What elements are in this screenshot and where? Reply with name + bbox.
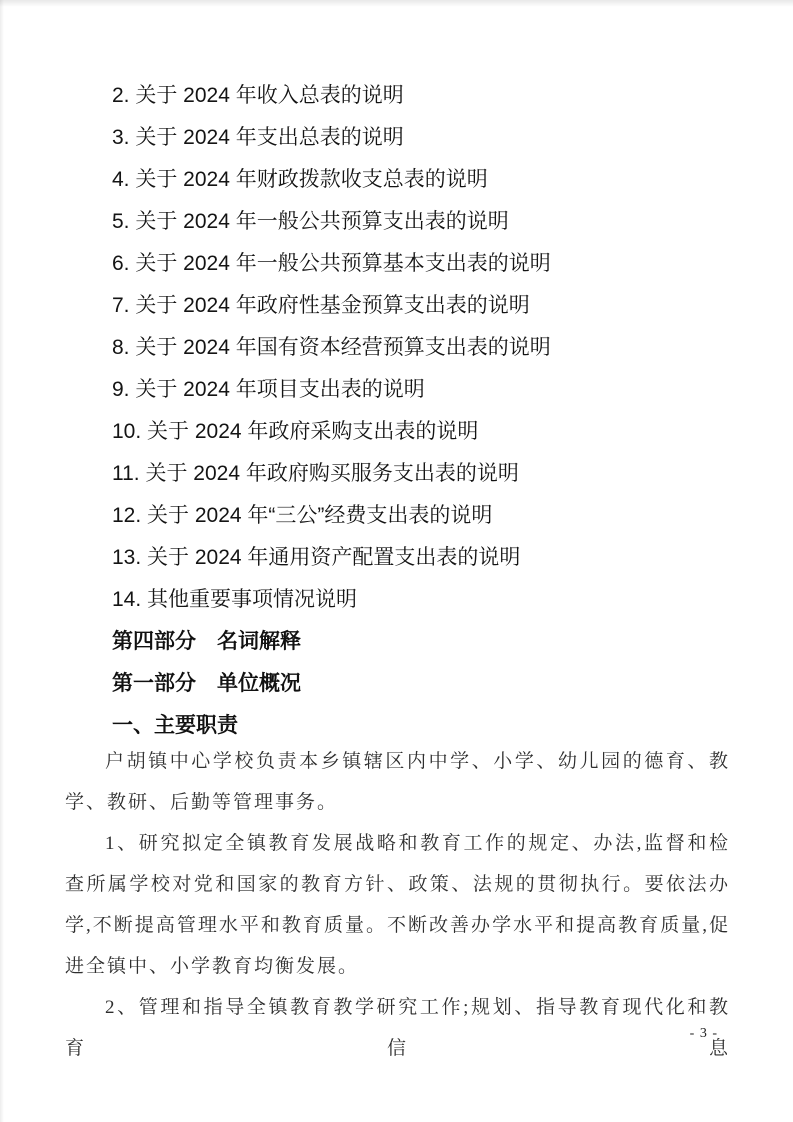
toc-item: 8. 关于 2024 年国有资本经营预算支出表的说明 [112,336,551,359]
page-left-edge [0,0,4,1122]
toc-item: 5. 关于 2024 年一般公共预算支出表的说明 [112,210,509,233]
toc-item: 11. 关于 2024 年政府购买服务支出表的说明 [112,462,519,485]
toc-item: 10. 关于 2024 年政府采购支出表的说明 [112,420,479,443]
section-heading-part4: 第四部分 名词解释 [112,630,301,653]
toc-item: 12. 关于 2024 年“三公”经费支出表的说明 [112,504,493,527]
toc-item: 2. 关于 2024 年收入总表的说明 [112,84,404,107]
toc-item: 3. 关于 2024 年支出总表的说明 [112,126,404,149]
body-text [65,741,730,1069]
toc-item: 13. 关于 2024 年通用资产配置支出表的说明 [112,546,521,569]
toc-item: 4. 关于 2024 年财政拨款收支总表的说明 [112,168,488,191]
section-heading-main-duties: 一、主要职责 [112,714,238,737]
toc-item: 9. 关于 2024 年项目支出表的说明 [112,378,425,401]
body-paragraph: 1、研究拟定全镇教育发展战略和教育工作的规定、办法,监督和检查所属学校对党和国家的教育方针、政策、法规的贯彻执行。要依法办学,不断提高管理水平和教育质量。不断改善办学水平和提高教育质量,促进全镇中、小学教育均衡发展。 [65,833,730,977]
section-heading-part1: 第一部分 单位概况 [112,672,301,695]
table-of-contents [112,75,733,747]
toc-item: 6. 关于 2024 年一般公共预算基本支出表的说明 [112,252,551,275]
page-number: - 3 - [689,1026,718,1041]
toc-item: 7. 关于 2024 年政府性基金预算支出表的说明 [112,294,530,317]
body-paragraph: 户胡镇中心学校负责本乡镇辖区内中学、小学、幼儿园的德育、教学、教研、后勤等管理事务。 [65,751,730,813]
toc-item: 14. 其他重要事项情况说明 [112,588,358,611]
page-top-edge [0,0,793,7]
body-paragraph: 2、管理和指导全镇教育教学研究工作;规划、指导教育现代化和教育信息 [65,997,730,1059]
